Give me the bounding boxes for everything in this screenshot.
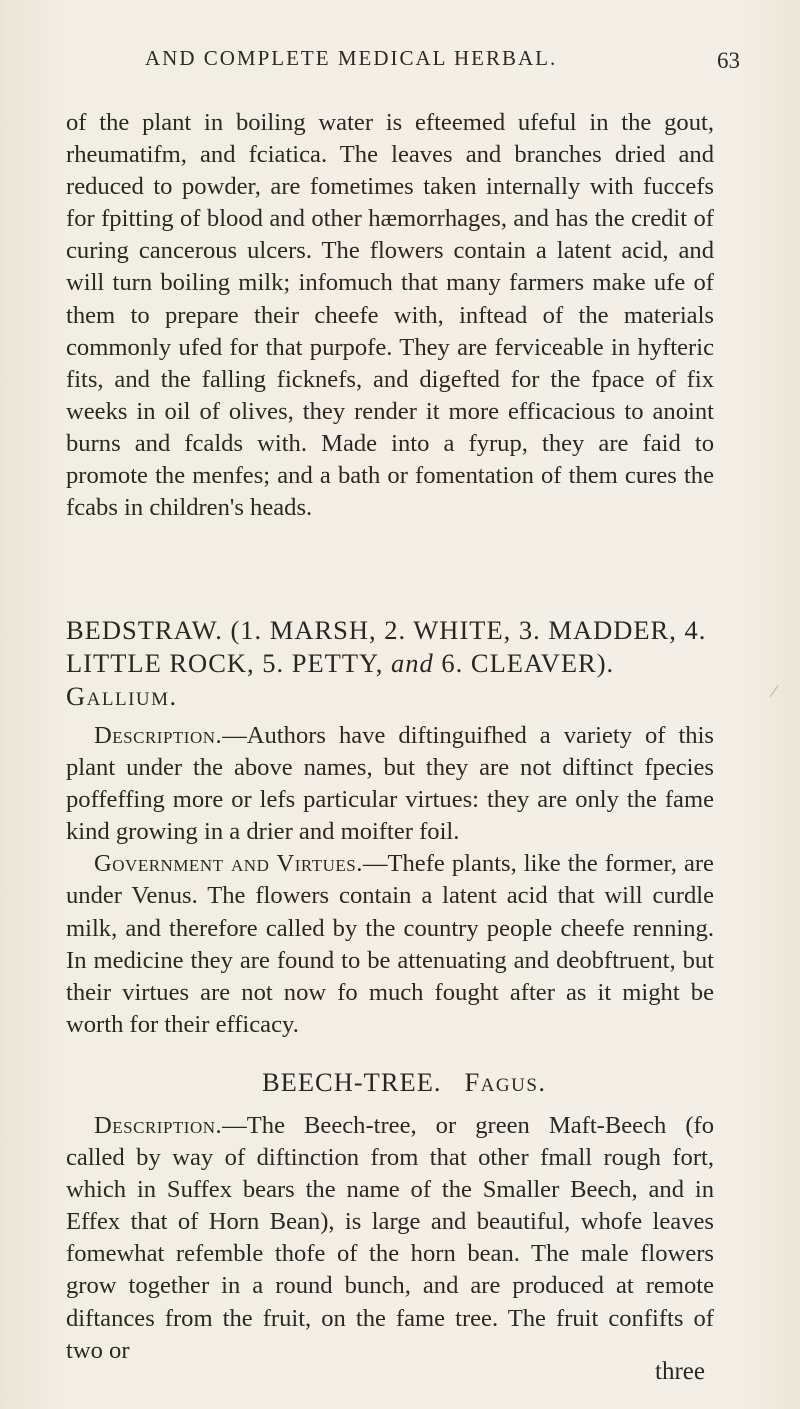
running-head-title: AND COMPLETE MEDICAL HERBAL. <box>145 46 558 70</box>
beech-description-text: —The Beech-tree, or green Maft-Beech (fo called by way of diftinction from that other fmall rough fort, which in Suffex bears the name of the Smaller Beech, and in Effex that of Horn Bean), is large and beautiful, whofe leaves fomewhat refemble thofe of the horn bean. The male flowers grow together in a round bunch, and are produced at remote diftances from the fruit, on the fame tree. The fruit confifts of two or <box>66 1112 714 1364</box>
description-label: Description. <box>94 722 223 749</box>
bedstraw-body <box>66 720 714 1041</box>
government-label: Government and Virtues. <box>94 850 363 878</box>
paper-mark <box>758 677 778 697</box>
entry-heading-and: and <box>391 648 434 678</box>
page-number: 63 <box>717 48 740 73</box>
bedstraw-government <box>66 848 714 1041</box>
bedstraw-description <box>66 720 714 848</box>
entry-heading-bedstraw-tail: 6. CLEAVER). <box>441 648 615 678</box>
beech-description-label: Description. <box>94 1112 223 1139</box>
latin-name-gallium: Gallium. <box>66 681 178 711</box>
catchword: three <box>655 1358 705 1385</box>
continuation-paragraph: of the plant in boiling water is efteemed ufeful in the gout, rheumatifm, and fciatica. The leaves and branches dried and reduced to powder, are fometimes taken internally with fuccefs for fpitting of blood and other hæmorrhages, and has the credit of curing cancerous ulcers. The flowers contain a latent acid, and will turn boiling milk; infomuch that many farmers make ufe of them to prepare their cheefe with, inftead of the materials commonly ufed for that purpofe. They are ferviceable in hyfteric fits, and the falling ficknefs, and digefted for the fpace of fix weeks in oil of olives, they render it more efficacious to anoint burns and fcalds with. Made into a fyrup, they are faid to promote the menfes; and a bath or fomentation of them cures the fcabs in children's heads. <box>66 109 714 522</box>
latin-name-fagus: Fagus. <box>464 1067 547 1097</box>
beech-body <box>66 1110 714 1367</box>
entry-heading-beech-title: BEECH-TREE. <box>262 1067 442 1097</box>
government-text: —Thefe plants, like the former, are under Venus. The flowers contain a latent acid that will curdle milk, and therefore called by the country people cheefe renning. In medicine they are found to be attenuating and deobftruent, but their virtues are not now fo much fought after as it might be worth for their efficacy. <box>66 850 714 1038</box>
description-text: —Authors have diftinguifhed a variety of this plant under the above names, but they are not diftinct fpecies poffeffing more or lefs particular virtues: they are only the fame kind growing in a drier and moifter foil. <box>66 722 714 846</box>
entry-heading-bedstraw-main: BEDSTRAW. (1. MARSH, 2. WHITE, 3. MADDER, 4. LITTLE ROCK, 5. PETTY, <box>66 615 707 678</box>
entry-heading-beech <box>262 1066 782 1099</box>
entry-heading-bedstraw <box>66 614 726 713</box>
running-head <box>0 46 800 86</box>
beech-description <box>66 1110 714 1367</box>
